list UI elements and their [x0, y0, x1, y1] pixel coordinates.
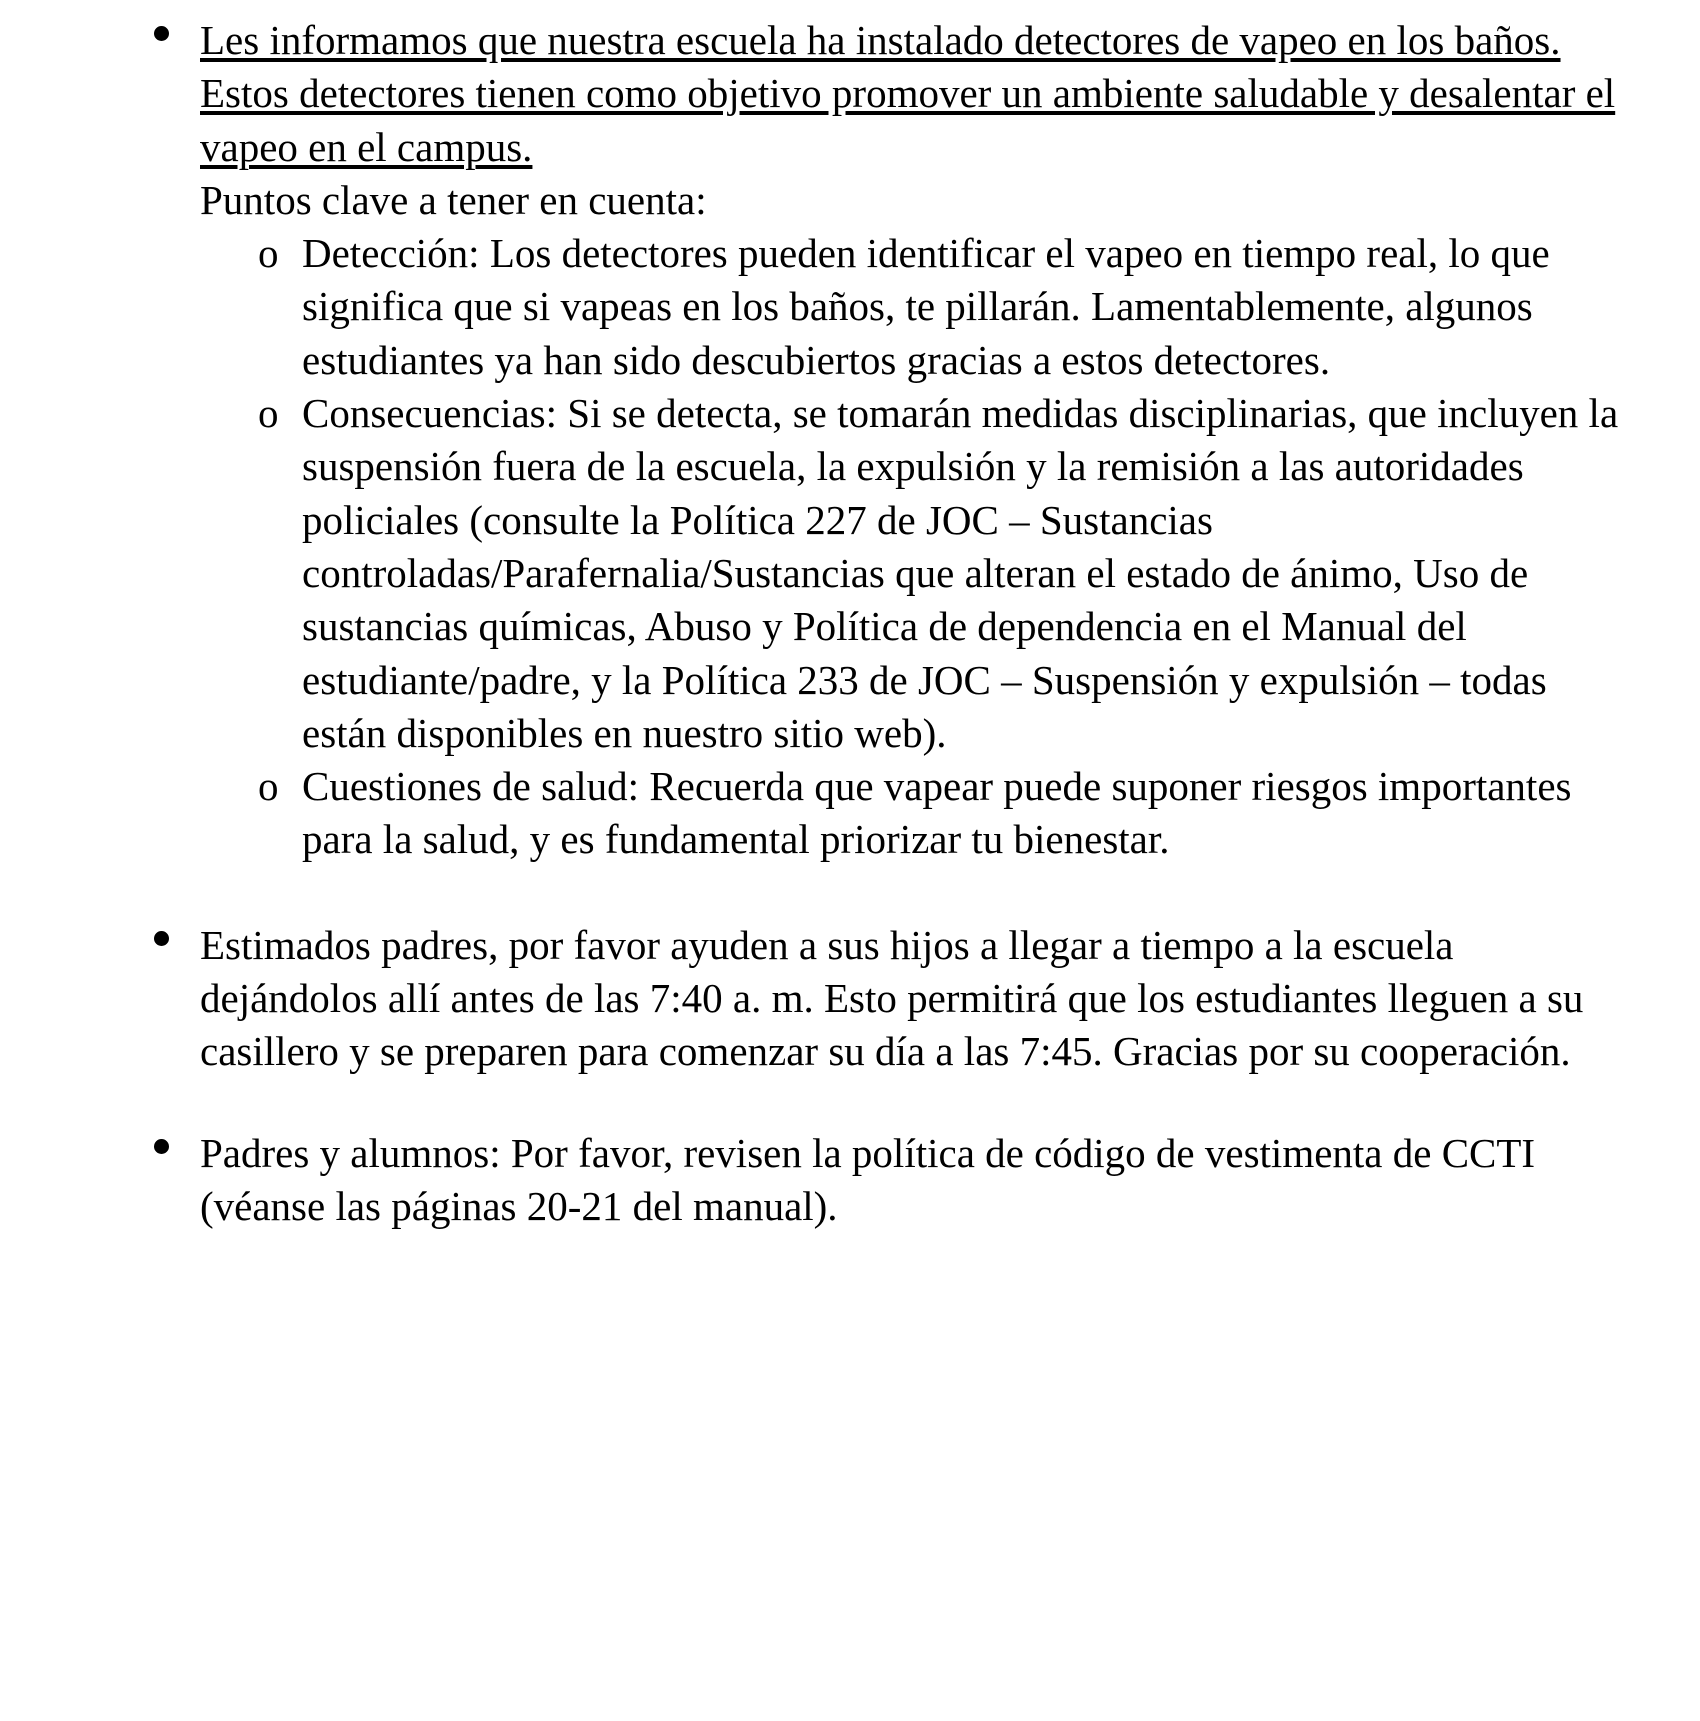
circle-marker-icon: o: [258, 390, 279, 437]
spacer: [140, 867, 1640, 919]
codigo-de-vestimenta-text: Padres y alumnos: Por favor, revisen la política de código de vestimenta de CCTI (véanse las páginas 20-21 del manual).: [200, 1129, 1536, 1229]
spacer: [140, 1079, 1640, 1127]
sub-list-item-consecuencias-text: Consecuencias: Si se detecta, se tomarán medidas disciplinarias, que incluyen la suspensión fuera de la escuela, la expulsión y la remisión a las autoridades policiales (consulte la Política 227 de JOC – Sustancias controladas/Parafernalia/Sustancias que alteran el estado de ánimo, Uso de sustancias químicas, Abuso y Política de dependencia en el Manual del estudiante/padre, y la Política 233 de JOC – Suspensión y expulsión – todas están disponibles en nuestro sitio web).: [302, 390, 1619, 756]
list-item-vaping-detectors: [140, 14, 1640, 867]
circle-marker-icon: o: [258, 763, 279, 810]
sub-list-item-cuestiones-de-salud: [200, 760, 1640, 867]
vaping-detectors-lead: Les informamos que nuestra escuela ha instalado detectores de vapeo en los baños. Estos detectores tienen como objetivo promover un ambiente saludable y desalentar el vapeo en el campus.: [200, 17, 1616, 170]
circle-marker-icon: o: [258, 230, 279, 277]
list-item-llegada-a-tiempo: [140, 919, 1640, 1079]
sub-bullet-list: [200, 227, 1640, 867]
bullet-marker-icon: [154, 26, 169, 41]
bullet-marker-icon: [154, 1139, 169, 1154]
llegada-a-tiempo-text: Estimados padres, por favor ayuden a sus hijos a llegar a tiempo a la escuela dejándolos allí antes de las 7:40 a. m. Esto permitirá que los estudiantes lleguen a su casillero y se preparen para comenzar su día a las 7:45. Gracias por su cooperación.: [200, 921, 1584, 1075]
vaping-detectors-intro: Puntos clave a tener en cuenta:: [200, 176, 707, 223]
sub-list-item-deteccion-text: Detección: Los detectores pueden identificar el vapeo en tiempo real, lo que significa que si vapeas en los baños, te pillarán. Lamentablemente, algunos estudiantes ya han sido descubiertos gracias a estos detectores.: [302, 230, 1550, 383]
bullet-marker-icon: [154, 931, 169, 946]
list-item-codigo-de-vestimenta: [140, 1127, 1640, 1234]
sub-list-item-cuestiones-de-salud-text: Cuestiones de salud: Recuerda que vapear puede suponer riesgos importantes para la salud, y es fundamental priorizar tu bienestar.: [302, 763, 1572, 863]
bullet-list: [140, 14, 1640, 1233]
sub-list-item-deteccion: [200, 227, 1640, 387]
sub-list-item-consecuencias: [200, 387, 1640, 760]
